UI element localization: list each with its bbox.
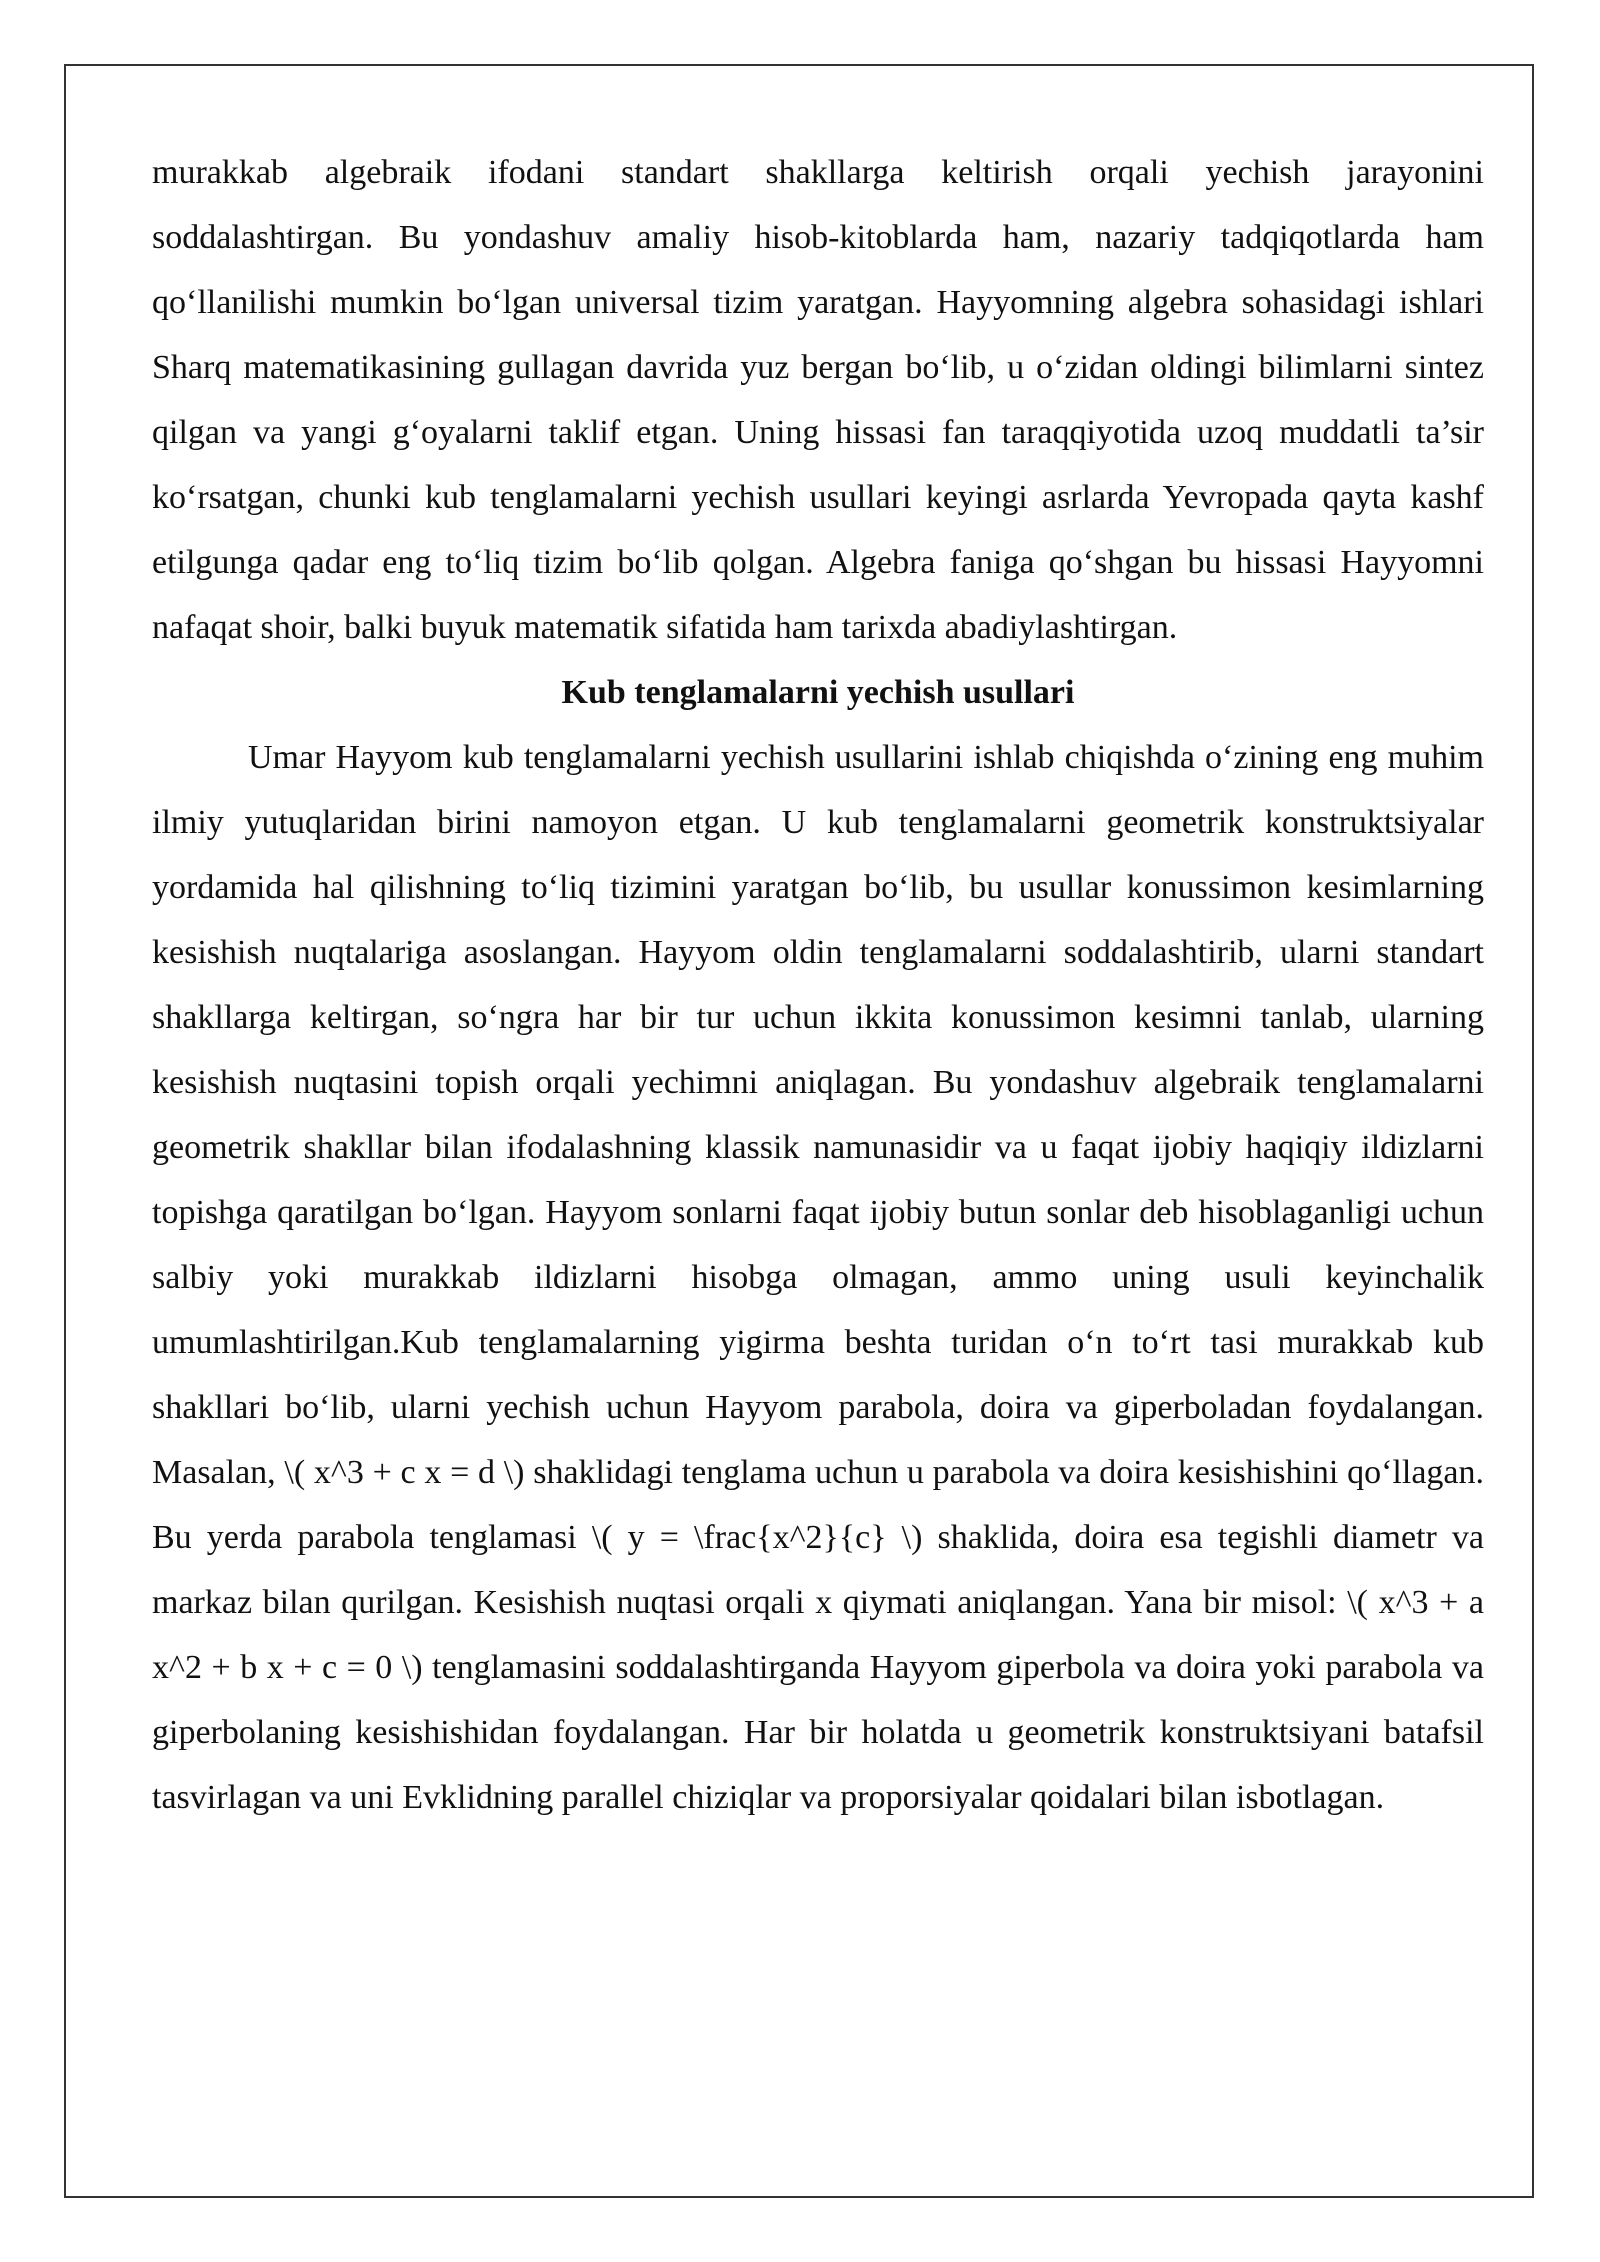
paragraph-continued: murakkab algebraik ifodani standart shakllarga keltirish orqali yechish jarayonini soddalashtirgan. Bu yondashuv amaliy hisob-kitoblarda ham, nazariy tadqiqotlarda ham qo‘llanilishi mumkin bo‘lgan universal tizim yaratgan. Hayyomning algebra sohasidagi ishlari Sharq matematikasining gullagan davrida yuz bergan bo‘lib, u o‘zidan oldingi bilimlarni sintez qilgan va yangi g‘oyalarni taklif etgan. Uning hissasi fan taraqqiyotida uzoq muddatli ta’sir ko‘rsatgan, chunki kub tenglamalarni yechish usullari keyingi asrlarda Yevropada qayta kashf etilgunga qadar eng to‘liq tizim bo‘lib qolgan. Algebra faniga qo‘shgan bu hissasi Hayyomni nafaqat shoir, balki buyuk matematik sifatida ham tarixda abadiylashtirgan.: [152, 154, 1484, 646]
section-paragraph: Umar Hayyom kub tenglamalarni yechish usullarini ishlab chiqishda o‘zining eng muhim ilmiy yutuqlaridan birini namoyon etgan. U kub tenglamalarni geometrik konstruktsiyalar yordamida hal qilishning to‘liq tizimini yaratgan bo‘lib, bu usullar konussimon kesimlarning kesishish nuqtalariga asoslangan. Hayyom oldin tenglamalarni soddalashtirib, ularni standart shakllarga keltirgan, so‘ngra har bir tur uchun ikkita konussimon kesimni tanlab, ularning kesishish nuqtasini topish orqali yechimni aniqlagan. Bu yondashuv algebraik tenglamalarni geometrik shakllar bilan ifodalashning klassik namunasidir va u faqat ijobiy haqiqiy ildizlarni topishga qaratilgan bo‘lgan. Hayyom sonlarni faqat ijobiy butun sonlar deb hisoblaganligi uchun salbiy yoki murakkab ildizlarni hisobga olmagan, ammo uning usuli keyinchalik umumlashtirilgan.Kub tenglamalarning yigirma beshta turidan o‘n to‘rt tasi murakkab kub shakllari bo‘lib, ularni yechish uchun Hayyom parabola, doira va giperboladan foydalangan. Masalan, \( x^3 + c x = d \) shaklidagi tenglama uchun u parabola va doira kesishishini qo‘llagan. Bu yerda parabola tenglamasi \( y = \frac{x^2}{c} \) shaklida, doira esa tegishli diametr va markaz bilan qurilgan. Kesishish nuqtasi orqali x qiymati aniqlangan. Yana bir misol: \( x^3 + a x^2 + b x + c = 0 \) tenglamasini soddalashtirganda Hayyom giperbola va doira yoki parabola va giperbolaning kesishishidan foydalangan. Har bir holatda u geometrik konstruktsiyani batafsil tasvirlagan va uni Evklidning parallel chiziqlar va proporsiyalar qoidalari bilan isbotlagan.: [152, 739, 1484, 1816]
page-content: [152, 140, 1484, 1830]
section-heading: Kub tenglamalarni yechish usullari: [561, 674, 1075, 711]
